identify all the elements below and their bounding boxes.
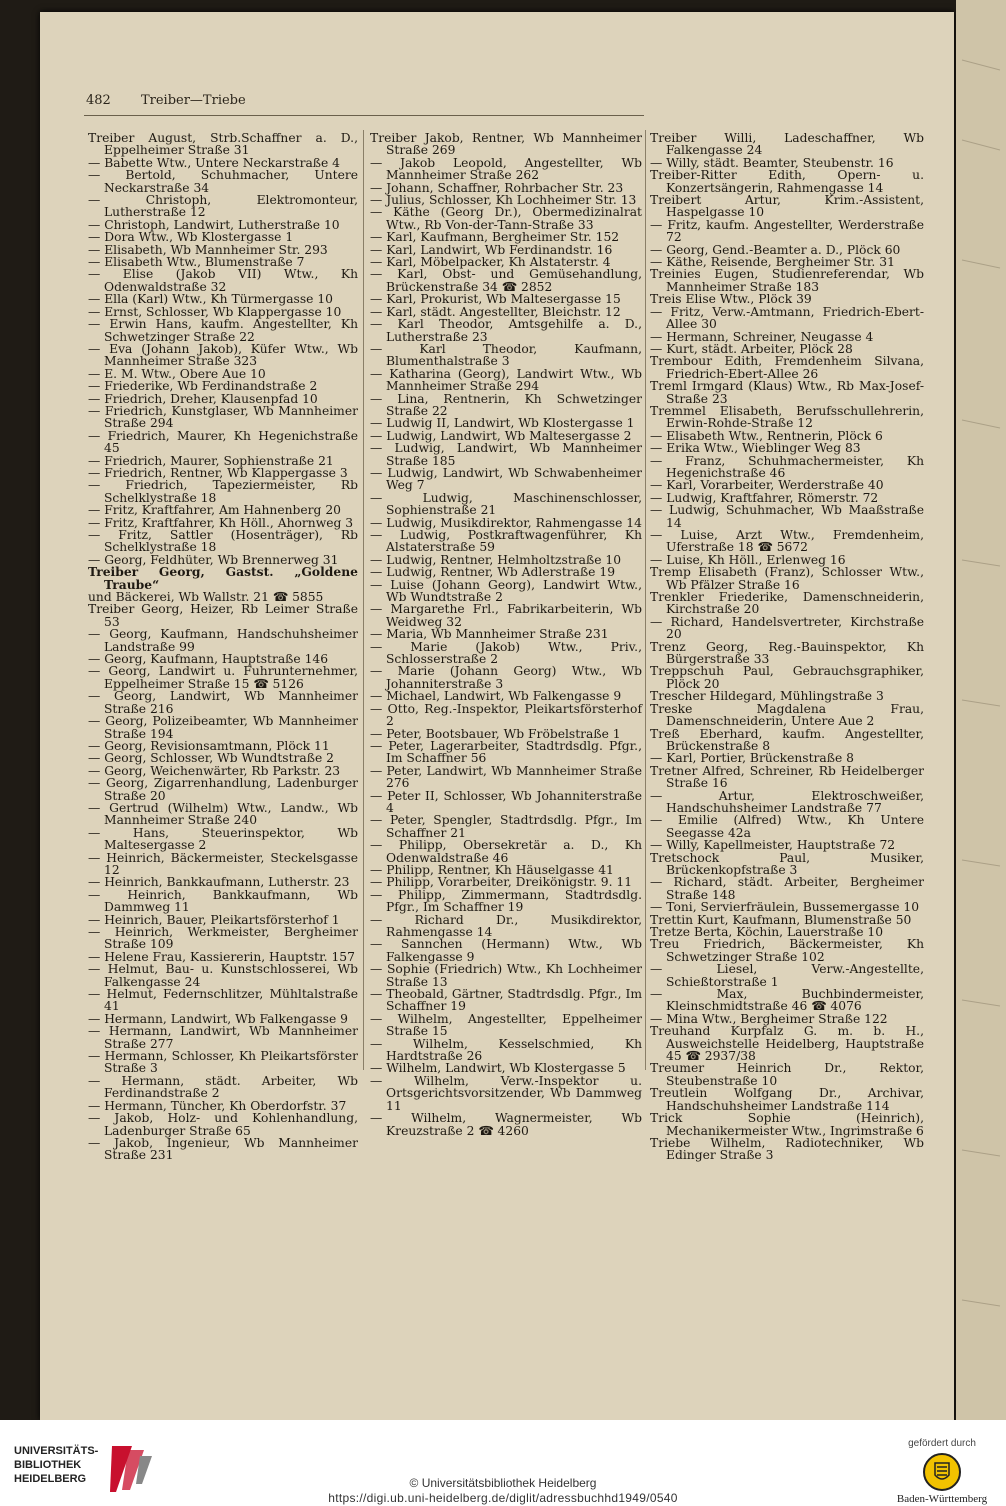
directory-entry: Treß Eberhard, kaufm. Angestellter, Brückenstraße 8 [650, 726, 924, 753]
directory-entry: Treis Elise Wtw., Plöck 39 [650, 292, 812, 307]
directory-entry: Treumer Heinrich Dr., Rektor, Steubenstraße 10 [650, 1061, 924, 1088]
directory-entry: — Heinrich, Bauer, Pleikartsförsterhof 1 [88, 912, 340, 927]
directory-entry: — Helmut, Bau- u. Kunstschlosserei, Wb Falkengasse 24 [88, 962, 358, 989]
directory-entry: — Heinrich, Werkmeister, Bergheimer Straße 109 [88, 925, 358, 952]
page-header [86, 93, 246, 108]
directory-entry: — Gertrud (Wilhelm) Wtw., Landw., Wb Mannheimer Straße 240 [88, 800, 358, 828]
directory-entry: — Karl, Portier, Brückenstraße 8 [650, 751, 854, 766]
directory-entry: — Jakob Leopold, Angestellter, Wb Mannheimer Straße 262 [370, 155, 642, 183]
directory-entry: — Marie (Johann Georg) Wtw., Wb Johanniterstraße 3 [370, 664, 642, 691]
directory-entry: — Theobald, Gärtner, Stadtrdsdlg. Pfgr., Im Schaffner 19 [370, 987, 642, 1014]
directory-entry: — Luise (Johann Georg), Landwirt Wtw., Wb Wundtstraße 2 [370, 577, 642, 605]
directory-entry: — Sannchen (Hermann) Wtw., Wb Falkengasse 9 [370, 937, 642, 964]
directory-entry: — Helene Frau, Kassiererin, Hauptstr. 157 [88, 949, 355, 964]
directory-entry: Treiber August, Strb.Schaffner a. D., Eppelheimer Straße 31 [88, 131, 358, 158]
sponsor-block[interactable] [892, 1438, 992, 1505]
directory-entry: — Katharina (Georg), Landwirt Wtw., Wb Mannheimer Straße 294 [370, 366, 642, 394]
directory-entry: — Elisabeth, Wb Mannheimer Str. 293 [88, 242, 328, 257]
directory-entry: — Ludwig, Landwirt, Wb Maltesergasse 2 [370, 428, 632, 443]
directory-entry: — Georg, Revisionsamtmann, Plöck 11 [88, 738, 330, 753]
logo-line: HEIDELBERG [14, 1473, 87, 1485]
directory-entry: — Wilhelm, Angestellter, Eppelheimer Straße 15 [370, 1011, 642, 1039]
directory-entry: — Ludwig, Musikdirektor, Rahmengasse 14 [370, 515, 642, 530]
directory-entry: — Ludwig, Rentner, Wb Adlerstraße 19 [370, 565, 616, 580]
directory-entry: — Wilhelm, Landwirt, Wb Klostergasse 5 [370, 1061, 626, 1076]
directory-entry: Treiber Georg, Gastst. „Goldene Traube“ [88, 564, 358, 592]
state-coat-of-arms-icon [923, 1453, 961, 1491]
directory-entry: — Peter, Bootsbauer, Wb Fröbelstraße 1 [370, 726, 621, 741]
directory-entry: — Artur, Elektroschweißer, Handschuhsheimer Landstraße 77 [650, 788, 924, 815]
directory-entry: — Babette Wtw., Untere Neckarstraße 4 [88, 155, 341, 170]
directory-entry: — Erika Wtw., Wieblinger Weg 83 [650, 441, 861, 456]
logo-line: BIBLIOTHEK [14, 1459, 82, 1471]
directory-entry: Trenz Georg, Reg.-Bauinspektor, Kh Bürgerstraße 33 [650, 639, 924, 667]
directory-entry: — Willy, Kapellmeister, Hauptstraße 72 [650, 838, 896, 853]
directory-entry: — Georg, Landwirt u. Fuhrunternehmer, Eppelheimer Straße 15 ☎ 5126 [88, 664, 358, 691]
directory-entry: — Karl, Kaufmann, Bergheimer Str. 152 [370, 230, 620, 245]
directory-entry: — Philipp, Zimmermann, Stadtrdsdlg. Pfgr., Im Schaffner 19 [370, 887, 642, 915]
directory-entry: Trembour Edith, Fremdenheim Silvana, Friedrich-Ebert-Allee 26 [650, 354, 924, 381]
directory-entry: Treppschuh Paul, Gebrauchsgraphiker, Plöck 20 [650, 664, 924, 691]
directory-entry: — Karl Theodor, Amtsgehilfe a. D., Lutherstraße 23 [370, 317, 642, 344]
directory-entry: Treiber-Ritter Edith, Opern- u. Konzertsängerin, Rahmengasse 14 [650, 168, 924, 195]
directory-entry: — Christoph, Elektromonteur, Lutherstraße 12 [88, 193, 358, 220]
directory-entry: Treuhand Kurpfalz G. m. b. H., Ausweichstelle Heidelberg, Hauptstraße 45 ☎ 2937/38 [650, 1024, 924, 1064]
directory-entry: Trick Sophie (Heinrich), Mechanikermeister Wtw., Ingrimstraße 6 [650, 1111, 924, 1138]
directory-entry: — E. M. Wtw., Obere Aue 10 [88, 366, 266, 381]
directory-entry: — Heinrich, Bankkaufmann, Wb Dammweg 11 [88, 887, 358, 915]
directory-entry: — Georg, Landwirt, Wb Mannheimer Straße 216 [88, 689, 358, 716]
directory-entry: — Wilhelm, Wagnermeister, Wb Kreuzstraße 2 ☎ 4260 [370, 1111, 642, 1138]
directory-entry: — Philipp, Vorarbeiter, Dreikönigstr. 9. 11 [370, 875, 633, 890]
directory-entry: Tretze Berta, Köchin, Lauerstraße 10 [650, 925, 884, 939]
directory-entry: — Ludwig, Kraftfahrer, Römerstr. 72 [650, 490, 879, 505]
directory-entry: — Peter, Spengler, Stadtrdsdlg. Pfgr., Im Schaffner 21 [370, 813, 642, 840]
directory-entry: — Peter II, Schlosser, Wb Johanniterstraße 4 [370, 788, 642, 815]
directory-entry: — Otto, Reg.-Inspektor, Pleikartsförsterhof 2 [370, 701, 642, 729]
directory-entry: — Hermann, Landwirt, Wb Falkengasse 9 [88, 1011, 348, 1026]
directory-entry: — Friedrich, Dreher, Klausenpfad 10 [88, 391, 318, 406]
directory-entry: — Hermann, Tüncher, Kh Oberdorfstr. 37 [88, 1098, 347, 1113]
page-number: 482 [86, 93, 111, 108]
directory-entry: — Sophie (Friedrich) Wtw., Kh Lochheimer Straße 13 [370, 962, 642, 989]
directory-entry: — Emilie (Alfred) Wtw., Kh Untere Seegasse 42a [650, 813, 924, 840]
directory-entry: — Christoph, Landwirt, Lutherstraße 10 [88, 217, 340, 232]
adjacent-page-texture [956, 0, 1006, 1420]
directory-entry: — Friederike, Wb Ferdinandstraße 2 [88, 379, 318, 394]
directory-entry: — Liesel, Verw.-Angestellte, Schießtorstraße 1 [650, 962, 924, 989]
directory-entry: — Fritz, kaufm. Angestellter, Werderstraße 72 [650, 217, 924, 245]
directory-entry: Treiber Jakob, Rentner, Wb Mannheimer Straße 269 [370, 131, 642, 158]
directory-entry: — Franz, Schuhmachermeister, Kh Hegenichstraße 46 [650, 453, 924, 480]
directory-entry: — Dora Wtw., Wb Klostergasse 1 [88, 230, 294, 245]
directory-entry: — Käthe, Reisende, Bergheimer Str. 31 [650, 255, 895, 270]
directory-entry: Treutlein Wolfgang Dr., Archivar, Handschuhsheimer Landstraße 114 [650, 1086, 924, 1113]
directory-entry: — Margarethe Frl., Fabrikarbeiterin, Wb Weidweg 32 [370, 602, 642, 629]
directory-entry: — Ludwig, Landwirt, Wb Mannheimer Straße 185 [370, 441, 642, 468]
directory-entry: — Richard, Handelsvertreter, Kirchstraße 20 [650, 614, 924, 642]
logo-line: UNIVERSITÄTS- [14, 1445, 99, 1457]
directory-entry: — Luise, Kh Höll., Erlenweg 16 [650, 552, 846, 567]
directory-entry: — Käthe (Georg Dr.), Obermedizinalrat Wtw., Rb Von-der-Tann-Straße 33 [370, 205, 642, 232]
column-2 [370, 132, 642, 1137]
directory-entry: — Wilhelm, Kesselschmied, Kh Hardtstraße 26 [370, 1036, 642, 1064]
column-1 [88, 132, 358, 1162]
copyright-text: © Universitätsbibliothek Heidelberg [409, 1476, 597, 1490]
directory-entry: — Hermann, Schreiner, Neugasse 4 [650, 329, 874, 344]
directory-entry: — Helmut, Federnschlitzer, Mühltalstraße 41 [88, 987, 358, 1014]
directory-entry: — Richard Dr., Musikdirektor, Rahmengasse 14 [370, 912, 642, 939]
column-3 [650, 132, 924, 1162]
directory-entry: — Eva (Johann Jakob), Küfer Wtw., Wb Mannheimer Straße 323 [88, 341, 358, 369]
column-divider [645, 130, 646, 1070]
column-divider [363, 130, 364, 1070]
directory-entry: — Georg, Kaufmann, Hauptstraße 146 [88, 652, 329, 667]
directory-entry: Treibert Artur, Krim.-Assistent, Haspelgasse 10 [650, 193, 924, 220]
directory-entry: — Hans, Steuerinspektor, Wb Maltesergasse 2 [88, 825, 358, 853]
directory-entry: — Jakob, Holz- und Kohlenhandlung, Ladenburger Straße 65 [88, 1111, 358, 1138]
directory-entry: — Friedrich, Maurer, Kh Hegenichstraße 45 [88, 428, 358, 456]
directory-entry: — Hermann, städt. Arbeiter, Wb Ferdinandstraße 2 [88, 1073, 358, 1101]
directory-entry: Trescher Hildegard, Mühlingstraße 3 [650, 689, 884, 704]
directory-entry: — Georg, Weichenwärter, Rb Parkstr. 23 [88, 763, 341, 778]
directory-entry: — Luise, Arzt Wtw., Fremdenheim, Uferstraße 18 ☎ 5672 [650, 528, 924, 555]
directory-entry: — Jakob, Ingenieur, Wb Mannheimer Straße 231 [88, 1135, 358, 1163]
directory-entry: — Johann, Schaffner, Rohrbacher Str. 23 [370, 180, 624, 195]
directory-entry: — Georg, Feldhüter, Wb Brennerweg 31 [88, 552, 339, 567]
directory-entry: — Karl, städt. Angestellter, Bleichstr. 12 [370, 304, 621, 319]
directory-entry: — Fritz, Kraftfahrer, Kh Höll., Ahornweg 3 [88, 515, 354, 530]
directory-entry: — Julius, Schlosser, Kh Lochheimer Str. 13 [370, 193, 637, 208]
directory-entry: — Heinrich, Bäckermeister, Steckelsgasse 12 [88, 850, 358, 877]
directory-entry: — Michael, Landwirt, Wb Falkengasse 9 [370, 689, 622, 704]
directory-entry: — Richard, städt. Arbeiter, Bergheimer Straße 148 [650, 875, 924, 902]
sponsor-name: Baden-Württemberg [896, 1493, 988, 1505]
directory-entry: Treiber Willi, Ladeschaffner, Wb Falkengasse 24 [650, 131, 924, 158]
directory-entry: — Ludwig II, Landwirt, Wb Klostergasse 1 [370, 416, 635, 431]
directory-entry: — Lina, Rentnerin, Kh Schwetzinger Straße 22 [370, 391, 642, 418]
directory-entry: — Ella (Karl) Wtw., Kh Türmergasse 10 [88, 292, 333, 307]
directory-entry: — Kurt, städt. Arbeiter, Plöck 28 [650, 341, 853, 356]
directory-entry: Tremp Elisabeth (Franz), Schlosser Wtw., Wb Pfälzer Straße 16 [650, 565, 924, 592]
directory-entry: — Willy, städt. Beamter, Steubenstr. 16 [650, 155, 894, 170]
directory-entry: — Heinrich, Bankkaufmann, Lutherstr. 23 [88, 875, 350, 890]
directory-entry: — Philipp, Rentner, Kh Häuselgasse 41 [370, 862, 614, 877]
directory-entry: — Georg, Schlosser, Wb Wundtstraße 2 [88, 751, 334, 766]
permalink-url[interactable]: https://digi.ub.uni-heidelberg.de/diglit/adressbuchhd1949/0540 [328, 1491, 678, 1505]
directory-entry: Trettin Kurt, Kaufmann, Blumenstraße 50 [650, 912, 912, 927]
directory-entry: — Elisabeth Wtw., Rentnerin, Plöck 6 [650, 428, 883, 443]
directory-entry: Treske Magdalena Frau, Damenschneiderin, Untere Aue 2 [650, 701, 924, 729]
directory-entry: — Peter, Landwirt, Wb Mannheimer Straße 276 [370, 763, 642, 791]
directory-entry: Triebe Wilhelm, Radiotechniker, Wb Edinger Straße 3 [650, 1135, 924, 1163]
directory-entry: — Karl, Prokurist, Wb Maltesergasse 15 [370, 292, 621, 307]
directory-entry: Treu Friedrich, Bäckermeister, Kh Schwetzinger Straße 102 [650, 937, 924, 964]
directory-entry: Tretschock Paul, Musiker, Brückenkopfstraße 3 [650, 850, 924, 877]
directory-entry: — Fritz, Verw.-Amtmann, Friedrich-Ebert-Allee 30 [650, 304, 924, 332]
directory-entry: — Max, Buchbindermeister, Kleinschmidtstraße 46 ☎ 4076 [650, 987, 924, 1014]
directory-entry: — Mina Wtw., Bergheimer Straße 122 [650, 1011, 888, 1026]
directory-entry: — Marie (Jakob) Wtw., Priv., Schlosserstraße 2 [370, 639, 642, 667]
directory-entry: — Friedrich, Kunstglaser, Wb Mannheimer Straße 294 [88, 403, 358, 431]
directory-entry: Treiber Georg, Heizer, Rb Leimer Straße 53 [88, 602, 358, 629]
directory-entry: — Georg, Zigarrenhandlung, Ladenburger Straße 20 [88, 776, 358, 803]
page-title: Treiber—Triebe [140, 93, 246, 108]
directory-entry: — Georg, Gend.-Beamter a. D., Plöck 60 [650, 242, 901, 257]
directory-entry: — Ludwig, Maschinenschlosser, Sophienstraße 21 [370, 490, 642, 518]
directory-entry: Tretner Alfred, Schreiner, Rb Heidelberger Straße 16 [650, 763, 924, 791]
directory-entry: — Ludwig, Landwirt, Wb Schwabenheimer Weg 7 [370, 465, 642, 493]
directory-entry: — Karl, Obst- und Gemüsehandlung, Brückenstraße 34 ☎ 2852 [370, 267, 642, 294]
directory-entry: — Maria, Wb Mannheimer Straße 231 [370, 627, 609, 642]
directory-entry: — Karl, Landwirt, Wb Ferdinandstr. 16 [370, 242, 613, 257]
directory-entry: — Ernst, Schlosser, Wb Klappergasse 10 [88, 304, 342, 319]
directory-entry: und Bäckerei, Wb Wallstr. 21 ☎ 5855 [88, 590, 324, 605]
directory-entry: — Erwin Hans, kaufm. Angestellter, Kh Schwetzinger Straße 22 [88, 317, 358, 344]
directory-entry: — Wilhelm, Verw.-Inspektor u. Ortsgerichtsvorsitzender, Wb Dammweg 11 [370, 1073, 642, 1113]
directory-entry: — Georg, Kaufmann, Handschuhsheimer Landstraße 99 [88, 627, 358, 654]
directory-entry: — Fritz, Kraftfahrer, Am Hahnenberg 20 [88, 503, 341, 518]
directory-entry: — Georg, Polizeibeamter, Wb Mannheimer Straße 194 [88, 714, 358, 741]
directory-entry: — Karl, Möbelpacker, Kh Alstaterstr. 4 [370, 255, 611, 270]
directory-entry: — Philipp, Obersekretär a. D., Kh Odenwaldstraße 46 [370, 838, 642, 865]
directory-entry: — Ludwig, Rentner, Helmholtzstraße 10 [370, 552, 622, 567]
directory-entry: — Hermann, Landwirt, Wb Mannheimer Straße 277 [88, 1024, 358, 1051]
directory-entry: — Fritz, Sattler (Hosenträger), Rb Schelklystraße 18 [88, 528, 358, 555]
header-rule [84, 115, 644, 116]
directory-entry: — Karl, Vorarbeiter, Werderstraße 40 [650, 478, 884, 493]
directory-entry: — Friedrich, Rentner, Wb Klappergasse 3 [88, 465, 348, 480]
directory-entry: Trenkler Friederike, Damenschneiderin, Kirchstraße 20 [650, 590, 924, 617]
directory-entry: Treml Irmgard (Klaus) Wtw., Rb Max-Josef-Straße 23 [650, 379, 924, 406]
directory-entry: — Ludwig, Schuhmacher, Wb Maaßstraße 14 [650, 503, 924, 530]
directory-entry: Tremmel Elisabeth, Berufsschullehrerin, Erwin-Rohde-Straße 12 [650, 403, 924, 431]
directory-entry: — Bertold, Schuhmacher, Untere Neckarstraße 34 [88, 168, 358, 195]
directory-entry: — Ludwig, Postkraftwagenführer, Kh Alstaterstraße 59 [370, 528, 642, 555]
directory-entry: — Friedrich, Maurer, Sophienstraße 21 [88, 453, 334, 468]
directory-entry: — Elisabeth Wtw., Blumenstraße 7 [88, 255, 305, 270]
directory-entry: — Hermann, Schlosser, Kh Pleikartsförster Straße 3 [88, 1049, 358, 1076]
directory-entry: — Karl Theodor, Kaufmann, Blumenthalstraße 3 [370, 341, 642, 369]
directory-entry: — Elise (Jakob VII) Wtw., Kh Odenwaldstraße 32 [88, 267, 358, 294]
directory-entry: — Peter, Lagerarbeiter, Stadtrdsdlg. Pfgr., Im Schaffner 56 [370, 738, 642, 766]
directory-entry: — Friedrich, Tapeziermeister, Rb Schelklystraße 18 [88, 478, 358, 505]
directory-entry: — Toni, Servierfräulein, Bussemergasse 10 [650, 900, 920, 915]
directory-entry: Treinies Eugen, Studienreferendar, Wb Mannheimer Straße 183 [650, 267, 924, 294]
adjacent-page-edge [956, 0, 1006, 1420]
footer [0, 1420, 1006, 1506]
sponsor-label: gefördert durch [908, 1438, 976, 1449]
